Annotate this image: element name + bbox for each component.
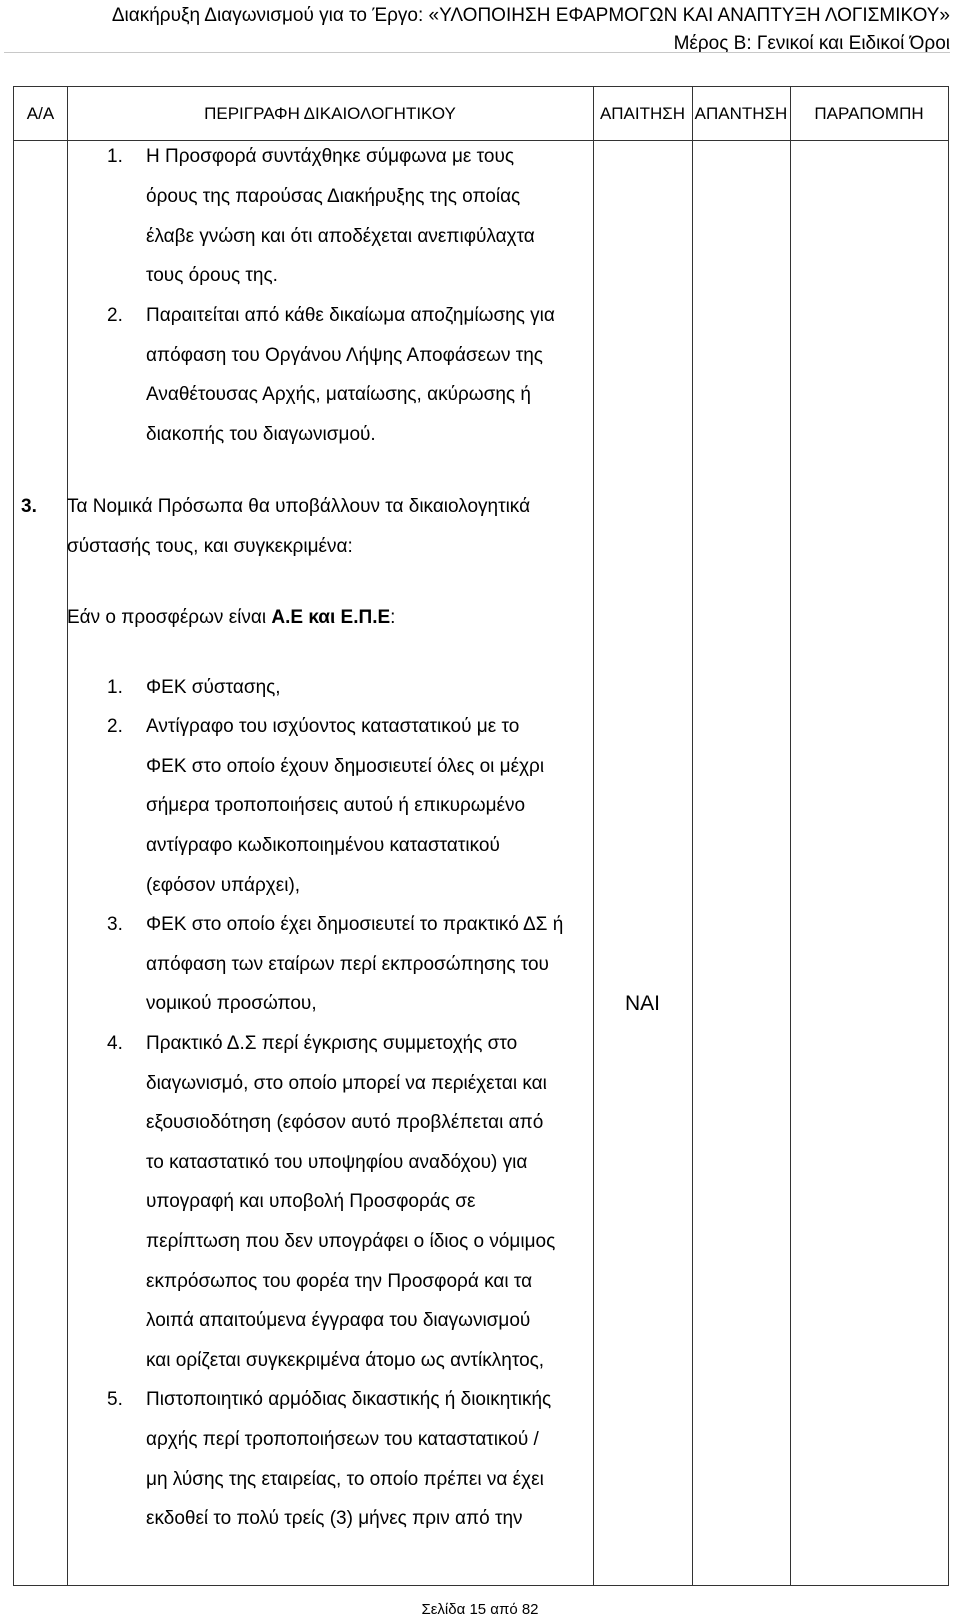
list-text: υπογραφή και υποβολή Προσφοράς σε bbox=[146, 1191, 476, 1212]
list-text: (εφόσον υπάρχει), bbox=[146, 875, 301, 896]
list-text: και ορίζεται συγκεκριμένα άτομο ως αντίκλητος, bbox=[146, 1350, 545, 1371]
column-header-answer: ΑΠΑΝΤΗΣΗ bbox=[694, 104, 788, 123]
list-text: νομικού προσώπου, bbox=[146, 993, 317, 1014]
list-text: διακοπής του διαγωνισμού. bbox=[146, 424, 376, 445]
list-text: διαγωνισμό, στο οποίο μπορεί να περιέχεται και bbox=[146, 1073, 547, 1094]
list-text: σήμερα τροποποιήσεις αυτού ή επικυρωμένο bbox=[146, 795, 526, 816]
list-number: 2. bbox=[107, 716, 123, 737]
item-number: 3. bbox=[21, 496, 37, 517]
document-header bbox=[112, 2, 950, 58]
list-text: Πρακτικό Δ.Σ περί έγκρισης συμμετοχής στο bbox=[146, 1033, 518, 1054]
list-text: τους όρους της. bbox=[146, 265, 278, 286]
column-header-description: ΠΕΡΙΓΡΑΦΗ ΔΙΚΑΙΟΛΟΓΗΤΙΚΟΥ bbox=[204, 104, 456, 123]
list-number: 1. bbox=[107, 146, 123, 167]
list-text: το καταστατικό του υποψηφίου αναδόχου) για bbox=[146, 1152, 528, 1173]
list-text: Η Προσφορά συντάχθηκε σύμφωνα με τους bbox=[146, 146, 515, 167]
list-text: μη λύσης της εταιρείας, το οποίο πρέπει να έχει bbox=[146, 1469, 544, 1490]
requirements-table bbox=[13, 86, 949, 1586]
list-text: έλαβε γνώση και ότι αποδέχεται ανεπιφύλαχτα bbox=[146, 226, 535, 247]
list-text: εκπρόσωπος του φορέα την Προσφορά και τα bbox=[146, 1271, 533, 1292]
list-text: Πιστοποιητικό αρμόδιας δικαστικής ή διοικητικής bbox=[146, 1389, 552, 1410]
list-text: ΦΕΚ στο οποίο έχουν δημοσιευτεί όλες οι μέχρι bbox=[146, 756, 545, 777]
list-text: απόφαση του Οργάνου Λήψης Αποφάσεων της bbox=[146, 345, 543, 366]
list-number: 5. bbox=[107, 1389, 123, 1410]
column-divider bbox=[67, 87, 68, 1585]
list-text: Αντίγραφο του ισχύοντος καταστατικού με το bbox=[146, 716, 520, 737]
column-divider bbox=[790, 87, 791, 1585]
header-divider bbox=[4, 52, 950, 53]
requirement-value: ΝΑΙ bbox=[624, 992, 660, 1015]
list-text: αρχής περί τροποποιήσεων του καταστατικού / bbox=[146, 1429, 539, 1450]
list-number: 2. bbox=[107, 305, 123, 326]
page-number: Σελίδα 15 από 82 bbox=[421, 1601, 539, 1618]
list-text: Παραιτείται από κάθε δικαίωμα αποζημίωσης για bbox=[146, 305, 555, 326]
header-title: Διακήρυξη Διαγωνισμού για το Έργο: «ΥΛΟΠΟΙΗΣΗ ΕΦΑΡΜΟΓΩΝ ΚΑΙ ΑΝΑΠΤΥΞΗ ΛΟΓΙΣΜΙΚΟΥ» bbox=[111, 5, 950, 26]
list-number: 1. bbox=[107, 677, 123, 698]
condition-text: Εάν ο προσφέρων είναι Α.Ε και Ε.Π.Ε: bbox=[67, 607, 396, 628]
list-number: 4. bbox=[107, 1033, 123, 1054]
column-divider bbox=[692, 87, 693, 1585]
list-text: λοιπά απαιτούμενα έγγραφα του διαγωνισμού bbox=[146, 1310, 531, 1331]
column-header-requirement: ΑΠΑΙΤΗΣΗ bbox=[599, 104, 686, 123]
column-header-aa: Α/Α bbox=[26, 104, 55, 123]
list-text: όρους της παρούσας Διακήρυξης της οποίας bbox=[146, 186, 521, 207]
column-header-reference: ΠΑΡΑΠΟΜΠΗ bbox=[814, 104, 924, 123]
list-text: ΦΕΚ σύστασης, bbox=[146, 677, 281, 698]
list-text: αντίγραφο κωδικοποιημένου καταστατικού bbox=[146, 835, 500, 856]
list-text: εξουσιοδότηση (εφόσον αυτό προβλέπεται από bbox=[146, 1112, 544, 1133]
item-text: σύστασής τους, και συγκεκριμένα: bbox=[67, 536, 353, 557]
column-divider bbox=[593, 87, 594, 1585]
item-text: Τα Νομικά Πρόσωπα θα υποβάλλουν τα δικαιολογητικά bbox=[67, 496, 531, 517]
list-text: απόφαση των εταίρων περί εκπροσώπησης του bbox=[146, 954, 549, 975]
list-text: περίπτωση που δεν υπογράφει ο ίδιος ο νόμιμος bbox=[146, 1231, 556, 1252]
list-number: 3. bbox=[107, 914, 123, 935]
header-subtitle: Μέρος Β: Γενικοί και Ειδικοί Όροι bbox=[673, 33, 950, 54]
list-text: εκδοθεί το πολύ τρείς (3) μήνες πριν από την bbox=[146, 1508, 523, 1529]
list-text: ΦΕΚ στο οποίο έχει δημοσιευτεί το πρακτικό ΔΣ ή bbox=[146, 914, 564, 935]
entity-types: Α.Ε και Ε.Π.Ε bbox=[271, 607, 391, 628]
list-text: Αναθέτουσας Αρχής, ματαίωσης, ακύρωσης ή bbox=[146, 384, 531, 405]
